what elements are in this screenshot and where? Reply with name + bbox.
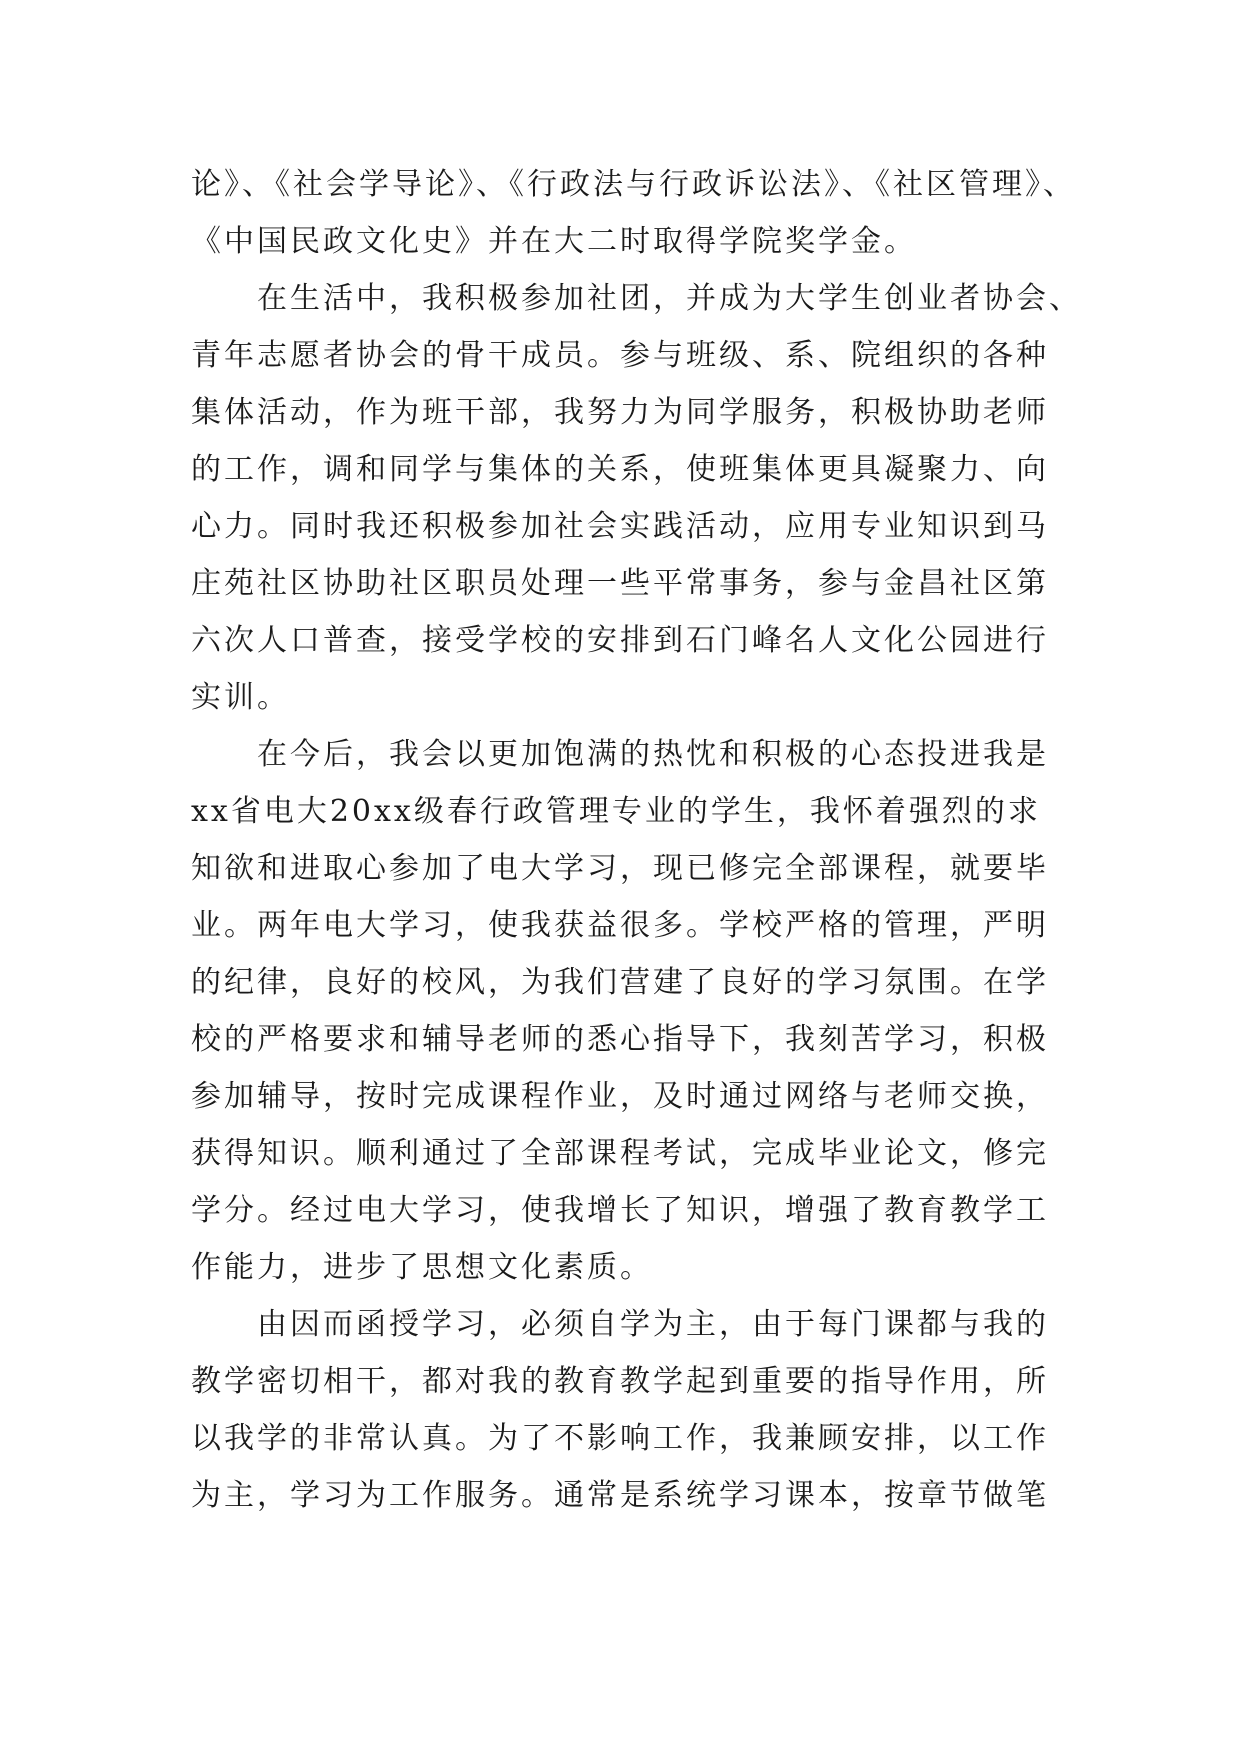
text-line: 参加辅导，按时完成课程作业，及时通过网络与老师交换，	[191, 1079, 1049, 1114]
text-line: 青年志愿者协会的骨干成员。参与班级、系、院组织的各种	[191, 338, 1049, 373]
text-line: 庄苑社区协助社区职员处理一些平常事务，参与金昌社区第	[191, 566, 1049, 601]
text-line: 在今后，我会以更加饱满的热忱和积极的心态投进我是	[191, 737, 1049, 772]
text-line: 论》、《社会学导论》、《行政法与行政诉讼法》、《社区管理》、	[191, 167, 1076, 202]
text-line: 实训。	[191, 680, 290, 715]
text-line: 六次人口普查，接受学校的安排到石门峰名人文化公园进行	[191, 623, 1049, 658]
text-line: 心力。同时我还积极参加社会实践活动，应用专业知识到马	[191, 509, 1049, 544]
text-line: 教学密切相干，都对我的教育教学起到重要的指导作用，所	[191, 1364, 1049, 1399]
text-line: 集体活动，作为班干部，我努力为同学服务，积极协助老师	[191, 395, 1049, 430]
text-line: 的工作，调和同学与集体的关系，使班集体更具凝聚力、向	[191, 452, 1049, 487]
text-line: 知欲和进取心参加了电大学习，现已修完全部课程，就要毕	[191, 851, 1049, 886]
text-line: 由因而函授学习，必须自学为主，由于每门课都与我的	[191, 1307, 1049, 1342]
text-line: 作能力，进步了思想文化素质。	[191, 1250, 653, 1285]
text-line: 为主，学习为工作服务。通常是系统学习课本，按章节做笔	[191, 1478, 1049, 1513]
text-line: 校的严格要求和辅导老师的悉心指导下，我刻苦学习，积极	[191, 1022, 1049, 1057]
body-text	[191, 156, 1081, 1524]
text-line: 学分。经过电大学习，使我增长了知识，增强了教育教学工	[191, 1193, 1049, 1228]
text-line: 以我学的非常认真。为了不影响工作，我兼顾安排，以工作	[191, 1421, 1049, 1456]
text-line: 在生活中，我积极参加社团，并成为大学生创业者协会、	[191, 281, 1082, 316]
text-line: xx省电大20xx级春行政管理专业的学生，我怀着强烈的求	[191, 794, 1041, 829]
text-line: 的纪律，良好的校风，为我们营建了良好的学习氛围。在学	[191, 965, 1049, 1000]
text-line: 业。两年电大学习，使我获益很多。学校严格的管理，严明	[191, 908, 1049, 943]
text-line: 获得知识。顺利通过了全部课程考试，完成毕业论文，修完	[191, 1136, 1049, 1171]
text-line: 《中国民政文化史》并在大二时取得学院奖学金。	[191, 224, 917, 259]
